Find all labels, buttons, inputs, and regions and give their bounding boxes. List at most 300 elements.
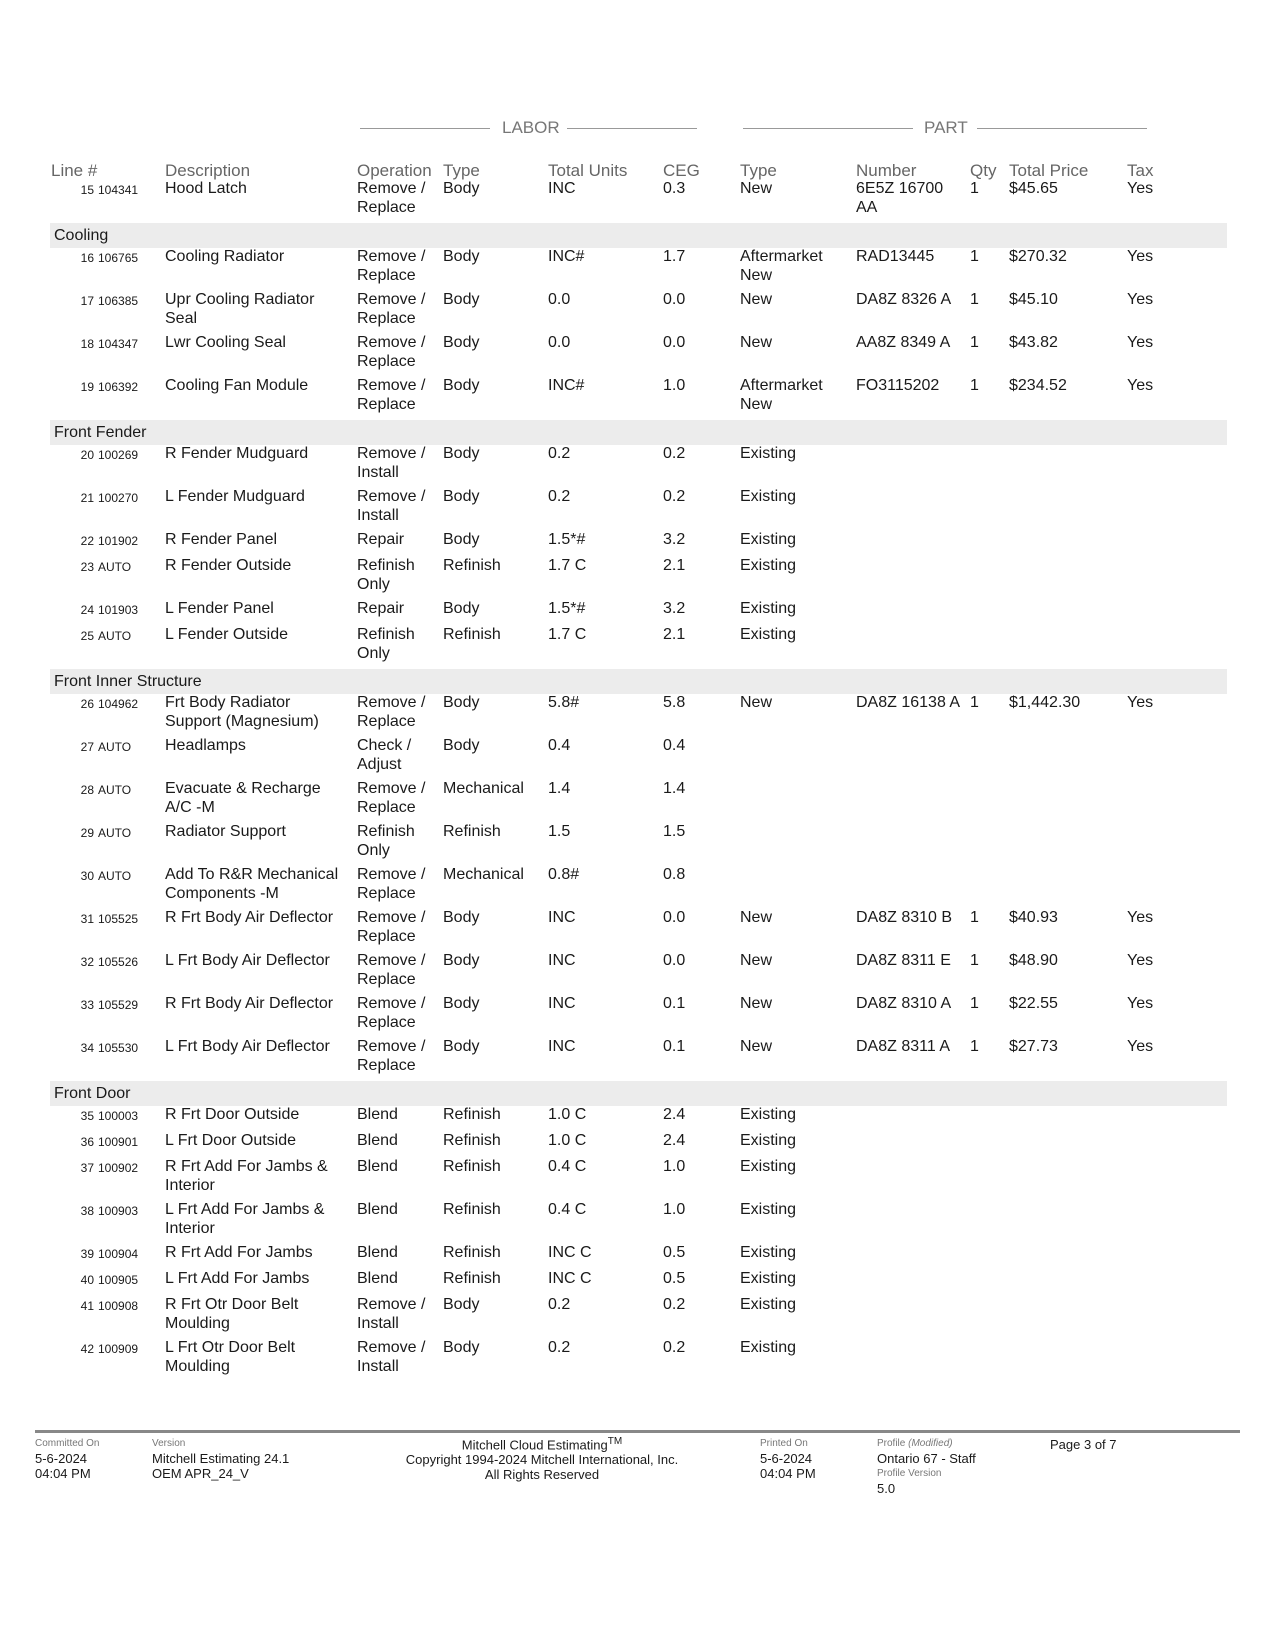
row-ceg: 2.4 [663, 1106, 686, 1123]
row-part-type: Existing [740, 488, 797, 505]
row-description: R Frt Add For Jambs & Interior [165, 1158, 328, 1194]
row-code: 100901 [98, 1135, 139, 1149]
row-code: AUTO [98, 826, 132, 840]
row-line: 22 [80, 534, 94, 548]
row-ceg: 0.0 [663, 334, 686, 351]
printed-date: 5-6-2024 [760, 1451, 813, 1466]
row-ceg: 3.2 [663, 531, 686, 548]
row-description: Upr Cooling Radiator Seal [165, 291, 315, 327]
row-labor-type: Refinish [443, 626, 501, 643]
row-total-price: $27.73 [1009, 1038, 1058, 1055]
row-labor-type: Refinish [443, 1158, 501, 1175]
row-part-type: New [740, 291, 773, 308]
row-operation: Remove / Replace [357, 1038, 426, 1074]
row-operation: Remove / Replace [357, 780, 426, 816]
labor-group-line-right [567, 128, 697, 129]
header-ceg: CEG [663, 161, 700, 180]
row-part-number: DA8Z 8311 E [856, 952, 951, 969]
row-line-number [52, 335, 144, 354]
row-part-type: New [740, 180, 773, 197]
row-description: L Frt Body Air Deflector [165, 952, 330, 969]
header-qty: Qty [970, 161, 997, 180]
row-part-number: DA8Z 8310 B [856, 909, 953, 926]
row-labor-type: Body [443, 600, 480, 617]
row-code: 105526 [98, 955, 139, 969]
row-code: AUTO [98, 629, 132, 643]
row-line: 40 [80, 1273, 94, 1287]
row-operation: Remove / Replace [357, 694, 426, 730]
row-total-units: 0.2 [548, 445, 571, 462]
row-description: R Frt Body Air Deflector [165, 909, 334, 926]
header-line: Line # [51, 161, 98, 180]
row-line-number [52, 867, 144, 886]
committed-time: 04:04 PM [35, 1466, 91, 1481]
row-description: Add To R&R Mechanical Components -M [165, 866, 339, 902]
row-line: 18 [80, 337, 94, 351]
row-operation: Blend [357, 1201, 398, 1218]
row-line: 28 [80, 783, 94, 797]
row-total-units: 1.7 C [548, 626, 587, 643]
committed-label: Committed On [35, 1438, 100, 1449]
row-labor-type: Mechanical [443, 866, 524, 883]
row-total-units: 1.5 [548, 823, 571, 840]
row-total-price: $48.90 [1009, 952, 1058, 969]
row-total-units: 0.4 C [548, 1158, 587, 1175]
row-labor-type: Refinish [443, 1244, 501, 1261]
product-name [390, 1434, 694, 1452]
row-line: 23 [80, 560, 94, 574]
row-line-number [52, 1202, 144, 1221]
row-line-number [52, 781, 144, 800]
row-line: 36 [80, 1135, 94, 1149]
row-total-units: INC C [548, 1270, 592, 1287]
row-operation: Refinish Only [357, 823, 415, 859]
part-group-line-right [977, 128, 1147, 129]
row-tax: Yes [1127, 694, 1154, 711]
row-line: 21 [80, 491, 94, 505]
row-operation: Repair [357, 600, 405, 617]
row-description: Evacuate & Recharge A/C -M [165, 780, 321, 816]
row-description: L Fender Mudguard [165, 488, 305, 505]
row-line: 37 [80, 1161, 94, 1175]
row-line: 29 [80, 826, 94, 840]
row-ceg: 1.0 [663, 1201, 686, 1218]
committed-on [35, 1436, 99, 1481]
row-line-number [52, 738, 144, 757]
row-total-units: INC [548, 995, 576, 1012]
section-header: Front Inner Structure [50, 669, 1227, 694]
row-total-units: 1.4 [548, 780, 571, 797]
row-operation: Refinish Only [357, 557, 415, 593]
row-description: Cooling Radiator [165, 248, 285, 265]
row-ceg: 0.1 [663, 1038, 686, 1055]
row-ceg: 2.1 [663, 557, 686, 574]
row-part-type: New [740, 1038, 773, 1055]
labor-group-line-left [360, 128, 490, 129]
row-qty: 1 [970, 377, 979, 394]
row-part-type: Existing [740, 1106, 797, 1123]
row-total-units: INC [548, 1038, 576, 1055]
row-ceg: 0.4 [663, 737, 686, 754]
row-ceg: 0.0 [663, 291, 686, 308]
row-code: 104341 [98, 183, 139, 197]
header-labor-type: Type [443, 161, 480, 180]
rights: All Rights Reserved [484, 1467, 600, 1483]
row-part-type: New [740, 995, 773, 1012]
row-total-price: $45.10 [1009, 291, 1058, 308]
row-operation: Remove / Install [357, 1339, 426, 1375]
row-operation: Blend [357, 1106, 398, 1123]
row-qty: 1 [970, 248, 979, 265]
section-header: Front Fender [50, 420, 1227, 445]
row-description: Frt Body Radiator Support (Magnesium) [165, 694, 319, 730]
row-code: 100909 [98, 1342, 139, 1356]
row-labor-type: Body [443, 180, 480, 197]
row-labor-type: Mechanical [443, 780, 524, 797]
row-qty: 1 [970, 334, 979, 351]
row-part-type: Aftermarket New [740, 248, 823, 284]
row-labor-type: Refinish [443, 557, 501, 574]
row-part-type: Existing [740, 1244, 797, 1261]
row-total-units: INC C [548, 1244, 592, 1261]
row-line: 35 [80, 1109, 94, 1123]
row-ceg: 2.4 [663, 1132, 686, 1149]
row-tax: Yes [1127, 248, 1154, 265]
row-ceg: 0.5 [663, 1270, 686, 1287]
row-total-units: INC [548, 180, 576, 197]
row-operation: Remove / Replace [357, 291, 426, 327]
row-line-number [52, 695, 144, 714]
row-code: 100269 [98, 448, 139, 462]
row-operation: Blend [357, 1158, 398, 1175]
row-line-number [52, 249, 144, 268]
row-total-price: $270.32 [1009, 248, 1067, 265]
row-tax: Yes [1127, 1038, 1154, 1055]
profile-modified: (Modified) [908, 1438, 953, 1449]
printed-label: Printed On [760, 1438, 808, 1449]
row-line-number [52, 1297, 144, 1316]
row-operation: Blend [357, 1132, 398, 1149]
row-description: R Fender Mudguard [165, 445, 309, 462]
header-tax: Tax [1127, 161, 1154, 180]
row-description: L Frt Door Outside [165, 1132, 297, 1149]
row-description: R Frt Door Outside [165, 1106, 300, 1123]
row-labor-type: Body [443, 952, 480, 969]
row-labor-type: Refinish [443, 1106, 501, 1123]
row-line: 34 [80, 1041, 94, 1055]
row-description: L Fender Panel [165, 600, 274, 617]
row-total-units: 0.8# [548, 866, 580, 883]
row-description: R Frt Otr Door Belt Moulding [165, 1296, 299, 1332]
row-total-units: 0.2 [548, 488, 571, 505]
row-description: Headlamps [165, 737, 246, 754]
row-description: R Frt Body Air Deflector [165, 995, 334, 1012]
footer-divider [35, 1430, 1240, 1433]
row-code: 100908 [98, 1299, 139, 1313]
row-total-units: 1.7 C [548, 557, 587, 574]
row-ceg: 0.8 [663, 866, 686, 883]
row-line: 42 [80, 1342, 94, 1356]
row-ceg: 0.1 [663, 995, 686, 1012]
row-code: 100904 [98, 1247, 139, 1261]
row-part-number: FO3115202 [856, 377, 940, 394]
row-line-number [52, 953, 144, 972]
row-qty: 1 [970, 1038, 979, 1055]
row-line-number [52, 601, 144, 620]
row-ceg: 0.3 [663, 180, 686, 197]
row-ceg: 3.2 [663, 600, 686, 617]
product-title: Mitchell Cloud Estimating [461, 1437, 608, 1453]
row-operation: Remove / Replace [357, 248, 426, 284]
row-tax: Yes [1127, 377, 1154, 394]
row-labor-type: Body [443, 737, 480, 754]
row-labor-type: Body [443, 488, 480, 505]
row-line-number [52, 1340, 144, 1359]
row-description: L Frt Otr Door Belt Moulding [165, 1339, 296, 1375]
row-line: 30 [80, 869, 94, 883]
row-line-number [52, 1107, 144, 1126]
row-total-units: INC [548, 952, 576, 969]
header-total-units: Total Units [548, 161, 628, 180]
row-ceg: 5.8 [663, 694, 686, 711]
row-line-number [52, 996, 144, 1015]
row-total-price: $22.55 [1009, 995, 1058, 1012]
row-tax: Yes [1127, 291, 1154, 308]
row-line-number [52, 1271, 144, 1290]
header-part-type: Type [740, 161, 777, 180]
row-code: 100902 [98, 1161, 139, 1175]
row-operation: Remove / Install [357, 1296, 426, 1332]
row-ceg: 1.0 [663, 377, 686, 394]
row-code: AUTO [98, 869, 132, 883]
row-ceg: 0.2 [663, 488, 686, 505]
row-line-number [52, 446, 144, 465]
row-line-number [52, 292, 144, 311]
row-part-type: Existing [740, 1201, 797, 1218]
row-tax: Yes [1127, 334, 1154, 351]
row-total-units: 0.2 [548, 1339, 571, 1356]
row-code: 106385 [98, 294, 139, 308]
row-part-type: Existing [740, 1270, 797, 1287]
row-operation: Check / Adjust [357, 737, 412, 773]
profile-label-line [877, 1436, 976, 1451]
row-part-type: New [740, 694, 773, 711]
row-part-type: Existing [740, 445, 797, 462]
row-labor-type: Body [443, 694, 480, 711]
profile-version-value: 5.0 [877, 1481, 896, 1496]
row-tax: Yes [1127, 180, 1154, 197]
row-ceg: 2.1 [663, 626, 686, 643]
committed-date: 5-6-2024 [35, 1451, 88, 1466]
profile-label: Profile [877, 1438, 906, 1449]
row-total-units: 0.0 [548, 334, 571, 351]
trademark: TM [607, 1436, 623, 1447]
section-header: Cooling [50, 223, 1227, 248]
version-label: Version [152, 1438, 186, 1449]
row-code: 105530 [98, 1041, 139, 1055]
row-total-units: 1.0 C [548, 1106, 587, 1123]
version-db: OEM APR_24_V [152, 1466, 249, 1481]
row-line-number [52, 627, 144, 646]
row-line: 24 [80, 603, 94, 617]
row-description: Radiator Support [165, 823, 286, 840]
row-labor-type: Body [443, 995, 480, 1012]
row-description: L Fender Outside [165, 626, 289, 643]
version-value: Mitchell Estimating 24.1 [152, 1451, 290, 1466]
row-code: AUTO [98, 740, 132, 754]
row-operation: Remove / Replace [357, 952, 426, 988]
row-qty: 1 [970, 291, 979, 308]
row-line: 15 [80, 183, 94, 197]
row-code: 100003 [98, 1109, 139, 1123]
row-line-number [52, 1245, 144, 1264]
row-total-units: 0.4 [548, 737, 571, 754]
copyright: Copyright 1994-2024 Mitchell International, Inc. [405, 1452, 679, 1468]
row-line: 41 [80, 1299, 94, 1313]
header-total-price: Total Price [1009, 161, 1089, 180]
row-total-units: 1.0 C [548, 1132, 587, 1149]
row-tax: Yes [1127, 952, 1154, 969]
row-code: 104962 [98, 697, 139, 711]
row-labor-type: Refinish [443, 1132, 501, 1149]
row-description: Cooling Fan Module [165, 377, 309, 394]
row-ceg: 0.0 [663, 952, 686, 969]
row-line-number [52, 910, 144, 929]
row-line-number [52, 181, 144, 200]
row-operation: Remove / Install [357, 445, 426, 481]
section-header: Front Door [50, 1081, 1227, 1106]
row-ceg: 0.2 [663, 445, 686, 462]
row-code: AUTO [98, 560, 132, 574]
row-operation: Remove / Replace [357, 180, 426, 216]
row-operation: Blend [357, 1244, 398, 1261]
row-line: 39 [80, 1247, 94, 1261]
row-line-number [52, 824, 144, 843]
row-code: 105529 [98, 998, 139, 1012]
row-total-units: INC# [548, 377, 585, 394]
row-ceg: 1.5 [663, 823, 686, 840]
row-line: 25 [80, 629, 94, 643]
row-operation: Remove / Replace [357, 909, 426, 945]
header-description: Description [165, 161, 251, 180]
row-total-price: $1,442.30 [1009, 694, 1081, 711]
row-labor-type: Body [443, 445, 480, 462]
row-code: 106392 [98, 380, 139, 394]
row-description: R Fender Outside [165, 557, 292, 574]
row-description: L Frt Add For Jambs [165, 1270, 310, 1287]
row-part-number: DA8Z 8311 A [856, 1038, 950, 1055]
row-description: R Frt Add For Jambs [165, 1244, 313, 1261]
row-part-type: Existing [740, 1132, 797, 1149]
row-part-type: Existing [740, 1296, 797, 1313]
row-description: Hood Latch [165, 180, 247, 197]
row-ceg: 0.2 [663, 1339, 686, 1356]
row-description: L Frt Add For Jambs & Interior [165, 1201, 325, 1237]
row-part-type: Existing [740, 557, 797, 574]
row-line-number [52, 1039, 144, 1058]
printed-time: 04:04 PM [760, 1466, 816, 1481]
row-part-type: Existing [740, 600, 797, 617]
profile-block [877, 1436, 976, 1496]
row-part-number: DA8Z 8310 A [856, 995, 952, 1012]
row-operation: Repair [357, 531, 405, 548]
page-number: Page 3 of 7 [1050, 1437, 1117, 1452]
row-ceg: 0.0 [663, 909, 686, 926]
row-line: 38 [80, 1204, 94, 1218]
row-line-number [52, 1159, 144, 1178]
header-number: Number [856, 161, 917, 180]
row-code: 104347 [98, 337, 139, 351]
row-total-units: 1.5*# [548, 531, 586, 548]
row-line-number [52, 489, 144, 508]
row-operation: Remove / Install [357, 488, 426, 524]
row-operation: Remove / Replace [357, 334, 426, 370]
row-total-units: 0.2 [548, 1296, 571, 1313]
row-part-type: Existing [740, 626, 797, 643]
row-part-type: Existing [740, 1339, 797, 1356]
part-group-label: PART [924, 118, 968, 137]
row-description: L Frt Body Air Deflector [165, 1038, 330, 1055]
row-code: 106765 [98, 251, 139, 265]
row-total-units: INC [548, 909, 576, 926]
row-total-price: $234.52 [1009, 377, 1067, 394]
row-tax: Yes [1127, 909, 1154, 926]
part-group-line-left [743, 128, 913, 129]
row-labor-type: Refinish [443, 1201, 501, 1218]
row-part-type: New [740, 952, 773, 969]
row-part-number: 6E5Z 16700 AA [856, 180, 944, 216]
row-code: 100270 [98, 491, 139, 505]
row-total-price: $43.82 [1009, 334, 1058, 351]
row-labor-type: Refinish [443, 1270, 501, 1287]
row-code: 100905 [98, 1273, 139, 1287]
row-qty: 1 [970, 909, 979, 926]
row-labor-type: Body [443, 291, 480, 308]
row-operation: Refinish Only [357, 626, 415, 662]
row-labor-type: Refinish [443, 823, 501, 840]
row-operation: Blend [357, 1270, 398, 1287]
row-line: 27 [80, 740, 94, 754]
row-part-number: RAD13445 [856, 248, 935, 265]
row-line: 20 [80, 448, 94, 462]
row-total-units: 5.8# [548, 694, 580, 711]
row-description: R Fender Panel [165, 531, 278, 548]
row-part-number: DA8Z 16138 A [856, 694, 961, 711]
row-qty: 1 [970, 694, 979, 711]
row-labor-type: Body [443, 377, 480, 394]
row-line: 16 [80, 251, 94, 265]
row-line-number [52, 378, 144, 397]
row-total-price: $45.65 [1009, 180, 1058, 197]
row-labor-type: Body [443, 909, 480, 926]
profile-value: Ontario 67 - Staff [877, 1451, 976, 1466]
row-line: 19 [80, 380, 94, 394]
row-description: Lwr Cooling Seal [165, 334, 286, 351]
row-operation: Remove / Replace [357, 995, 426, 1031]
row-part-type: New [740, 334, 773, 351]
row-ceg: 1.0 [663, 1158, 686, 1175]
row-operation: Remove / Replace [357, 866, 426, 902]
row-line-number [52, 1133, 144, 1152]
row-line: 33 [80, 998, 94, 1012]
row-line: 17 [80, 294, 94, 308]
row-labor-type: Body [443, 248, 480, 265]
printed-on [760, 1436, 816, 1481]
row-labor-type: Body [443, 1296, 480, 1313]
row-line: 32 [80, 955, 94, 969]
row-labor-type: Body [443, 1339, 480, 1356]
row-part-number: AA8Z 8349 A [856, 334, 951, 351]
